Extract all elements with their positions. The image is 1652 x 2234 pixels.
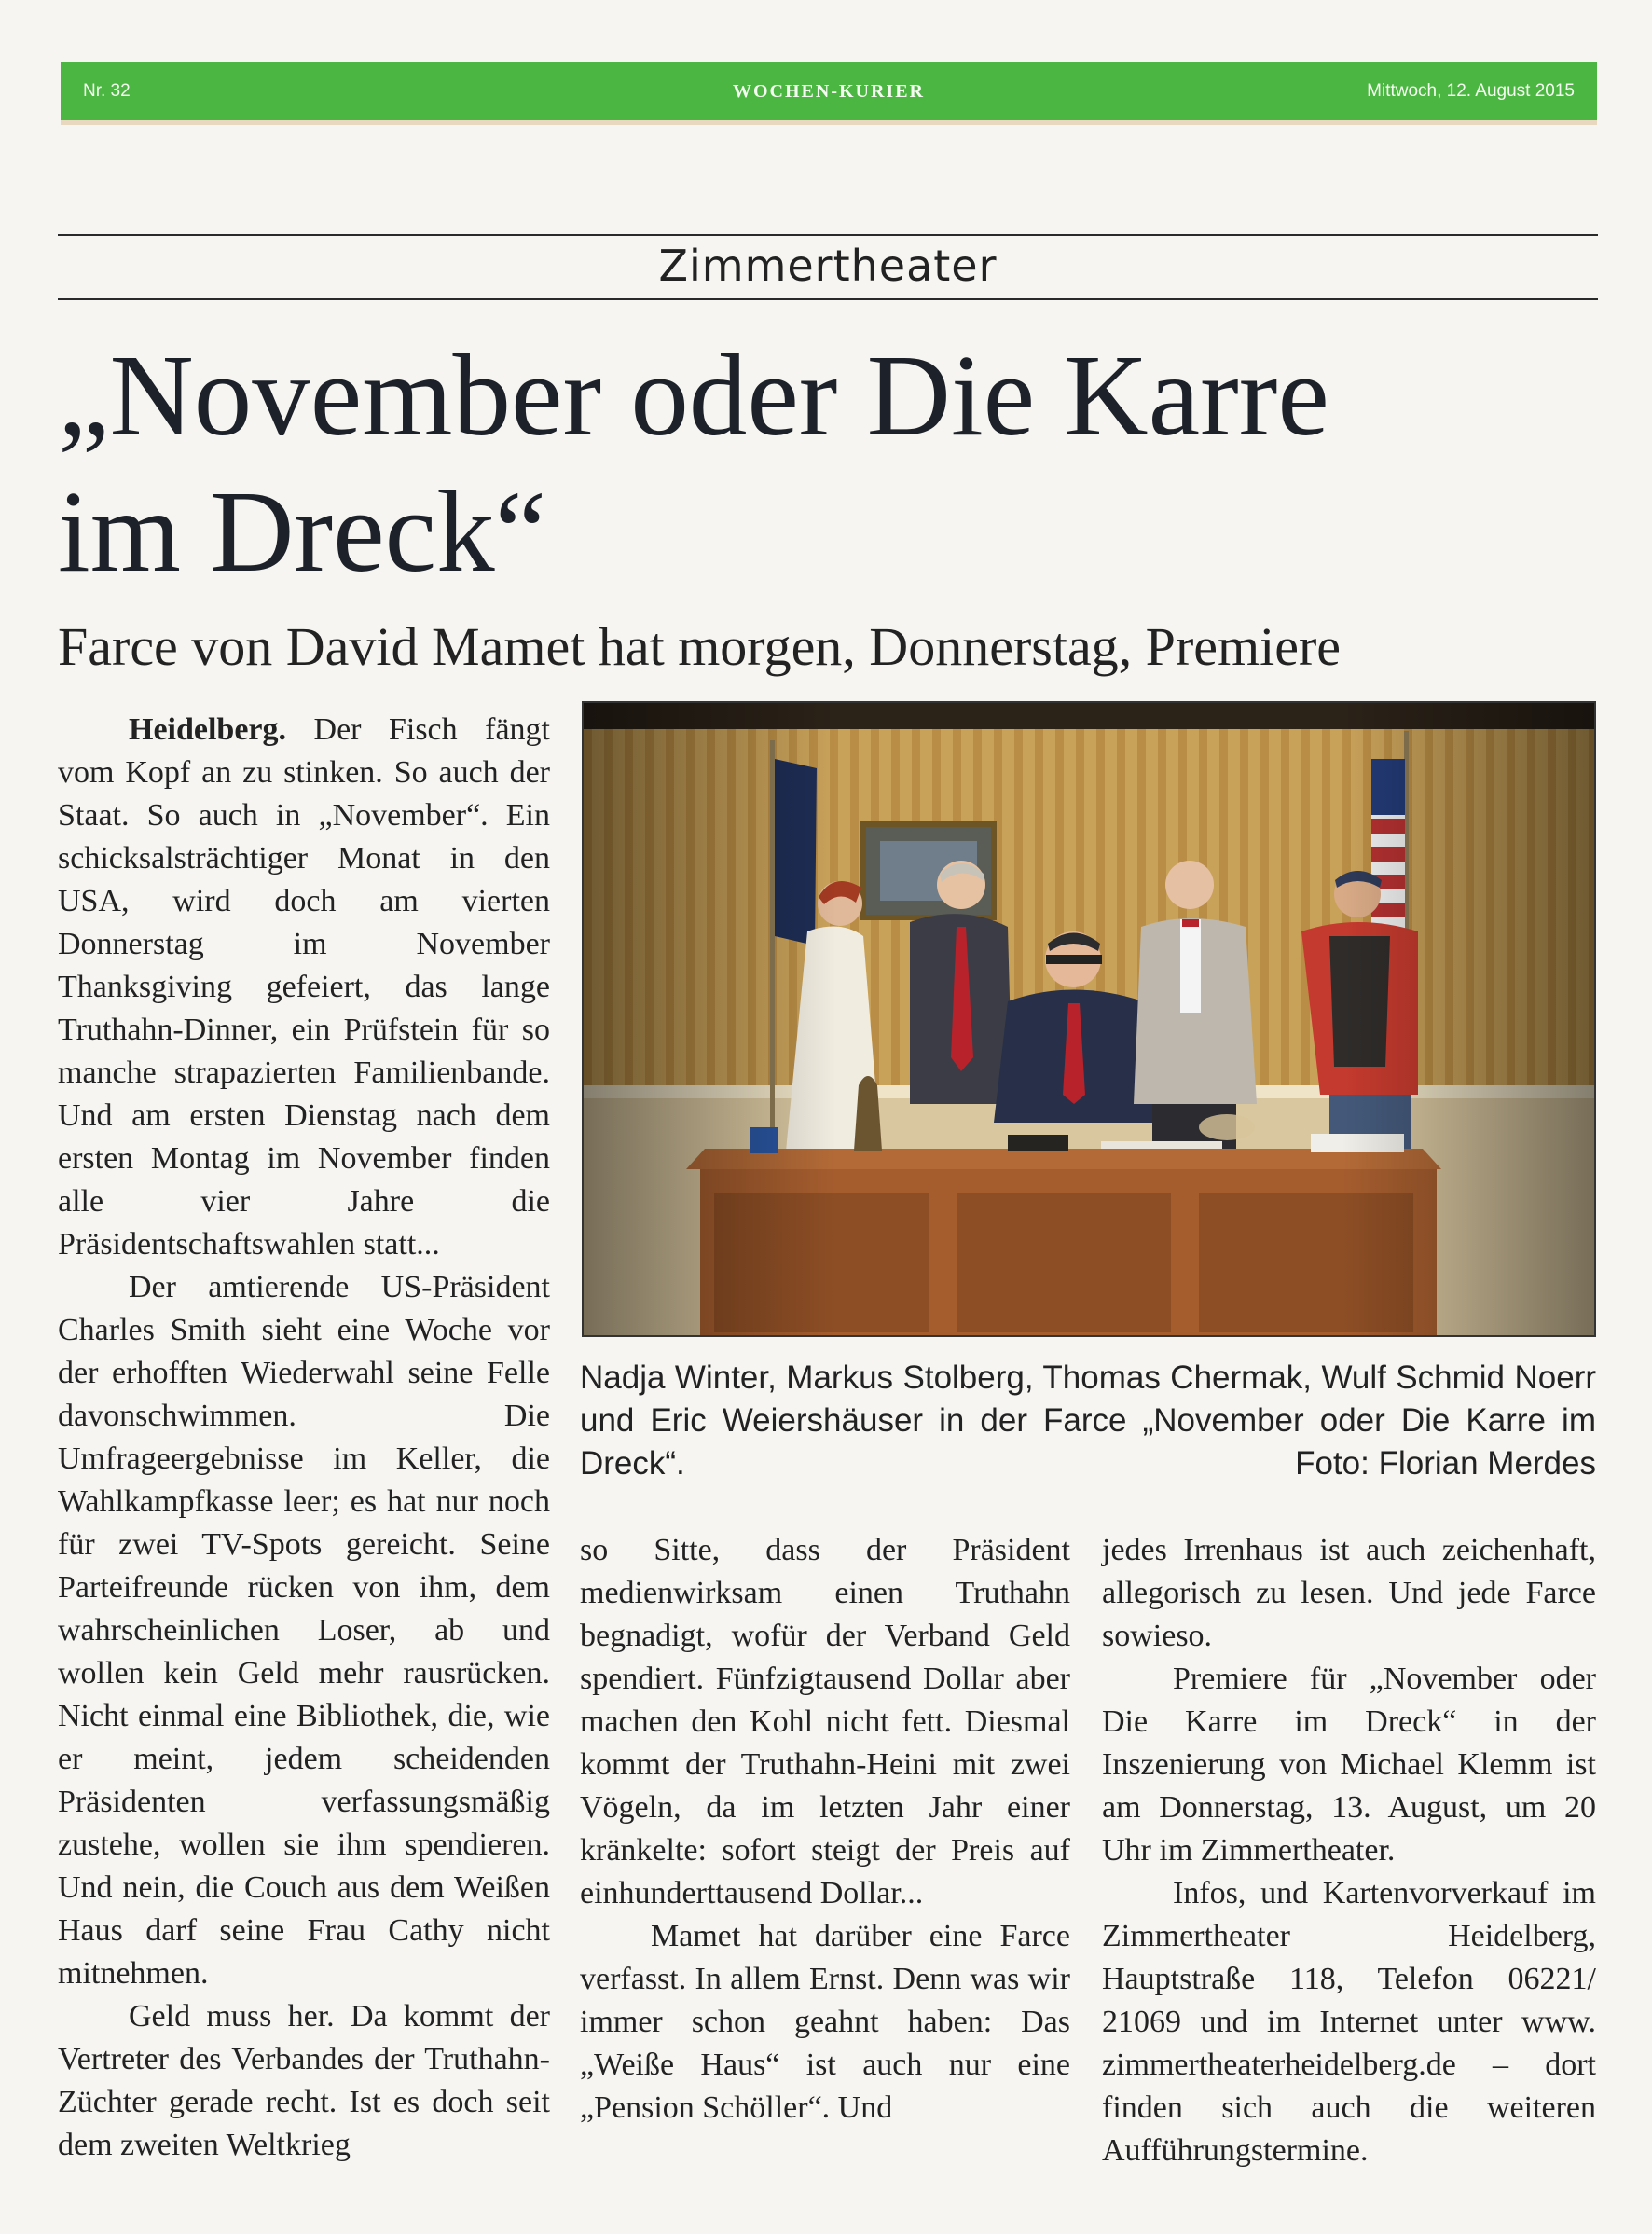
- paragraph: so Sitte, dass der Präsident medienwirksam einen Truthahn begnadigt, wofür der Verband Geld spendiert. Fünfzigtausend Dollar aber machen den Kohl nicht fett. Diesmal kommt der Truthahn-Heini mit zwei Vögeln, da im letzten Jahr einer kränkelte: sofort steigt der Preis auf einhunderttausend Dollar...: [580, 1533, 1070, 1910]
- issue-date: Mittwoch, 12. August 2015: [1367, 81, 1575, 101]
- article-column-2: [580, 1529, 1070, 2130]
- caption-text: Nadja Winter, Markus Stolberg, Thomas Chermak, Wulf Schmid Noerr und Eric Weiershäuser in der Farce „November oder Die Karre im Dreck“.: [580, 1359, 1596, 1482]
- paragraph: Infos, und Kartenvorverkauf im Zimmertheater Heidelberg, Hauptstraße 118, Telefon 06221/ 21069 und im Internet unter www. zimmertheaterheidelberg.de – dort finden sich auch die weiteren Aufführungstermine.: [1102, 1876, 1596, 2168]
- article-headline: [58, 328, 1605, 600]
- article-column-1: [58, 709, 550, 2167]
- headline-line-1: „November oder Die Karre: [58, 332, 1329, 461]
- paragraph: [58, 709, 550, 1266]
- headline-line-2: im Dreck“: [58, 468, 547, 597]
- article-column-3: [1102, 1529, 1596, 2172]
- paragraph-text: Der Fisch fängt vom Kopf an zu stinken. So auch der Staat. So auch in „November“. Ein schicksalsträchtiger Monat in den USA, wird doch am vierten Donnerstag im November Thanksgiving gefeiert, das lange Truthahn-Dinner, ein Prüfstein für so manche strapazierten Familienbande. Und am ersten Dienstag nach dem ersten Montag im November finden alle vier Jahre die Präsidentschaftswahlen statt...: [58, 712, 550, 1262]
- masthead-bar: [61, 62, 1597, 120]
- paragraph: Geld muss her. Da kommt der Vertreter des Verbandes der Truthahn-Züchter gerade recht. Ist es doch seit dem zweiten Weltkrieg: [58, 1999, 550, 2162]
- paragraph: Premiere für „November oder Die Karre im Dreck“ in der Inszenierung von Michael Klemm ist am Donnerstag, 13. August, um 20 Uhr im Zimmertheater.: [1102, 1662, 1596, 1868]
- article-subheadline: Farce von David Mamet hat morgen, Donnerstag, Premiere: [58, 616, 1342, 677]
- paragraph: Mamet hat darüber eine Farce verfasst. In allem Ernst. Denn was wir immer schon geahnt haben: Das „Weiße Haus“ ist auch nur eine „Pension Schöller“. Und: [580, 1919, 1070, 2125]
- photo-caption: [580, 1357, 1596, 1485]
- rubric-top-rule: [58, 234, 1598, 236]
- rubric-bottom-rule: [58, 298, 1598, 300]
- stage-photo: [582, 701, 1596, 1337]
- masthead-underline: [61, 120, 1597, 125]
- issue-number: Nr. 32: [83, 81, 131, 101]
- paragraph: jedes Irrenhaus ist auch zeichenhaft, allegorisch zu lesen. Und jede Farce sowieso.: [1102, 1533, 1596, 1653]
- newspaper-name: WOCHEN-KURIER: [732, 80, 925, 102]
- dateline: Heidelberg.: [129, 712, 287, 747]
- section-rubric: Zimmertheater: [658, 241, 998, 291]
- paragraph: Der amtierende US-Präsident Charles Smith sieht eine Woche vor der erhofften Wiederwahl seine Felle davonschwimmen. Die Umfrageergebnisse im Keller, die Wahlkampfkasse leer; es hat nur noch für zwei TV-Spots gereicht. Seine Parteifreunde rücken von ihm, dem wahrscheinlichen Loser, ab und wollen kein Geld mehr rausrücken. Nicht einmal eine Bibliothek, die, wie er meint, jedem scheidenden Präsidenten verfassungsmäßig zustehe, wollen sie ihm spendieren. Und nein, die Couch aus dem Weißen Haus darf seine Frau Cathy nicht mitnehmen.: [58, 1270, 550, 1991]
- photo-credit: Foto: Florian Merdes: [1295, 1445, 1596, 1482]
